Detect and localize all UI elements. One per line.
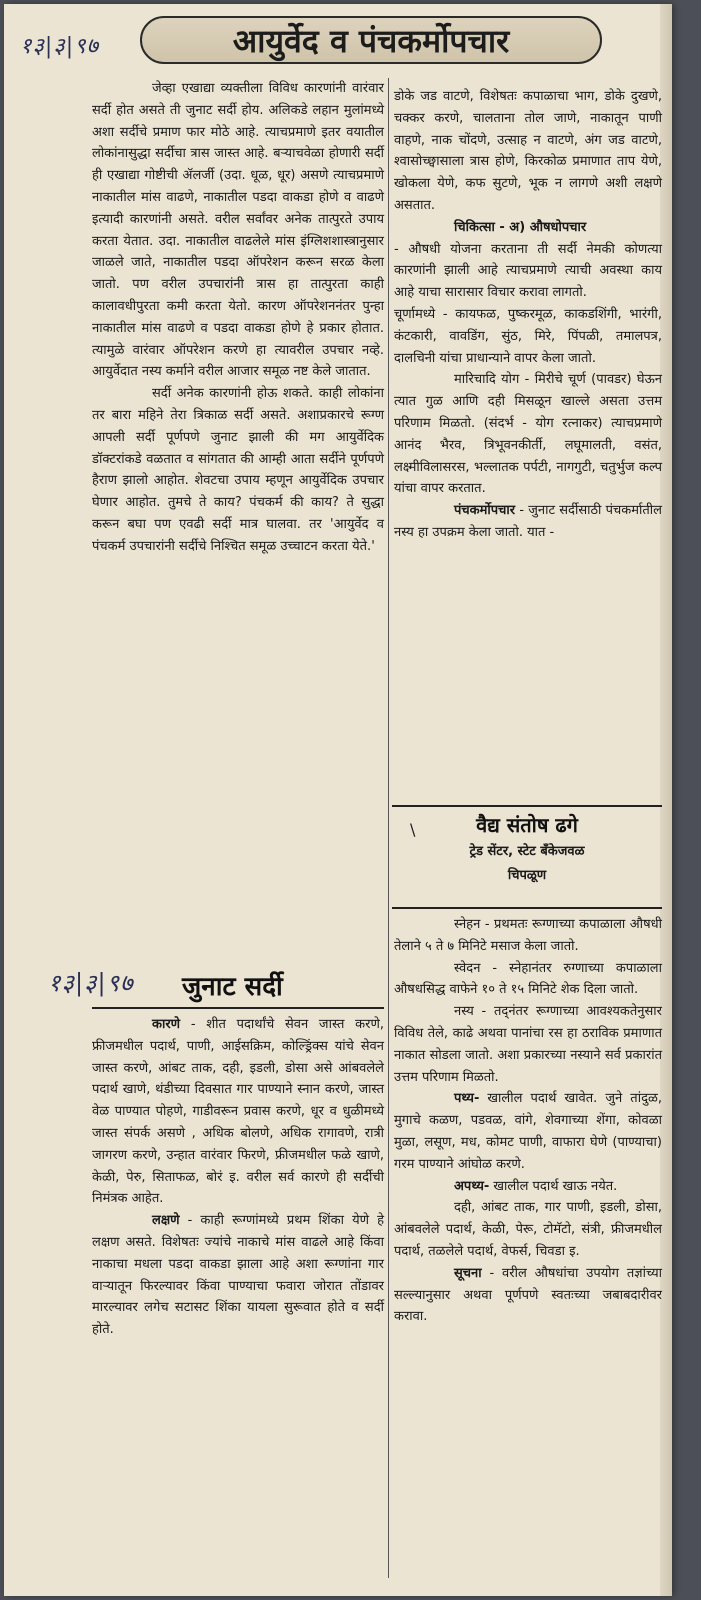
apathya-list: दही, आंबट ताक, गार पाणी, इडली, डोसा, आंबवलेले पदार्थ, केळी, पेरू, टोमॅटो, संत्री, फ्रीजमधील पदार्थ, तळलेले पदार्थ, वेफर्स, चिवडा इ.	[394, 1200, 662, 1259]
treatment-heading: चिकित्सा - अ) औषधोपचार	[454, 219, 587, 235]
apathya-paragraph	[394, 1176, 662, 1198]
section-title-rule	[92, 1007, 384, 1009]
handwritten-date-mid: १३|३|९७	[48, 969, 134, 997]
apathya-label: अपथ्य-	[454, 1178, 490, 1194]
note-paragraph	[394, 1263, 662, 1328]
intro-paragraph-2: सर्दी अनेक कारणांनी होऊ शकते. काही लोकांना तर बारा महिने तेरा त्रिकाळ सर्दी असते. अशाप्रकारचे रूग्ण आपली सर्दी पूर्णपणे जुनाट झाली की मग आयुर्वेदिक डॉक्टरांकडे वळतात व सांगतात की आम्ही आता सर्दीने पूर्णपणे हैराण झालो आहोत. शेवटचा उपाय म्हणून आयुर्वेदिक उपचार घेणार आहोत. तुमचे ते काय? पंचकर्म की काय? ते सुद्धा करून बघा पण एवढी सर्दी मात्र घालवा. तर 'आयुर्वेद व पंचकर्म उपचारांनी सर्दीचे निश्चित समूळ उच्चाटन करता येते.'	[92, 386, 384, 554]
panchakarma-paragraph	[394, 500, 662, 544]
author-name: वैद्य संतोष ढगे	[476, 813, 578, 837]
masthead-title: आयुर्वेद व पंचकर्मोपचार	[232, 21, 510, 60]
column-divider	[388, 78, 389, 1578]
snehan-paragraph: स्नेहन - प्रथमतः रूग्णाच्या कपाळाला औषधी तेलाने ५ ते ७ मिनिटे मसाज केला जातो.	[394, 917, 662, 954]
author-address: ट्रेड सेंटर, स्टेट बँकेजवळ	[469, 844, 585, 859]
treatment-column	[394, 86, 662, 544]
swedan-paragraph: स्वेदन - स्नेहानंतर रुग्णाच्या कपाळाला औषधसिद्ध वाफेने १० ते १५ मिनिटे शेक दिला जातो.	[394, 960, 662, 998]
causes-label: कारणे	[152, 1017, 181, 1032]
causes-text: - शीत पदार्थांचे सेवन जास्त करणे, फ्रीजमधील पदार्थ, पाणी, आईसक्रिम, कोल्ड्रिंक्स यांचे सेवन जास्त करणे, आंबट ताक, दही, इडली, डोसा असे आंबवलेले पदार्थ खाणे, थंडीच्या दिवसात गार पाण्याने स्नान करणे, जास्त वेळ पाण्यात पोहणे, गाडीवरून प्रवास करणे, धूर व धुळीमध्ये जास्त संपर्क असणे , अधिक बोलणे, अधिक रागावणे, रात्री जागरण करणे, उन्हात वारंवार फिरणे, फ्रीजमधील फळे खाणे, केळी, पेरु, सिताफळ, बोरं इ. वरील सर्व कारणे ही सर्दीची निमंत्रक आहेत.	[92, 1017, 384, 1207]
nasya-paragraph: नस्य - तद्नंतर रूग्णाच्या आवश्यकतेनुसार विविध तेले, काढे अथवा पानांचा रस हा ठराविक प्रमाणात नाकात सोडला जातो. अशा प्रकारच्या नस्याने सर्व प्रकारांत उत्तम परिणाम मिळतो.	[394, 1004, 662, 1085]
section-title: जुनाट सर्दी	[182, 972, 283, 1002]
symptoms-text: - काही रूग्णांमध्ये प्रथम शिंका येणे हे लक्षण असते. विशेषतः ज्यांचे नाकाचे मांस वाढले आहे किंवा नाकाचा मधला पडदा वाकडा झाला आहे अशा रूग्णांना गार वाऱ्यातून फिरल्यावर किंवा पाण्याचा फवारा जोरात तोंडावर मारल्यावर लगेच सटासट शिंका यायला सुरूवात होते व सर्दी होते.	[92, 1213, 384, 1338]
pathya-label: पथ्य-	[454, 1091, 480, 1107]
symptoms-paragraph	[92, 1210, 384, 1341]
causes-paragraph	[92, 1014, 384, 1210]
treatment-intro: - औषधी योजना करताना ती सर्दी नेमकी कोणत्या कारणांनी झाली आहे त्याचप्रमाणे त्याची अवस्था काय आहे याचा सारासार विचार करावा लागतो.	[394, 241, 662, 301]
symptoms-label: लक्षणे	[152, 1213, 180, 1229]
author-bottom-rule	[392, 907, 662, 909]
churna-paragraph: चूर्णामध्ये - कायफळ, पुष्करमूळ, काकडशिंगी, भारंगी, कंटकारी, वावडिंग, सुंठ, मिरे, पिंपळी, तमालपत्र, दालचिनी यांचा प्राधान्याने वापर केला जातो.	[394, 306, 662, 366]
panchakarma-text: - जुनाट सर्दीसाठी पंचकर्मातील नस्य हा उपक्रम केला जातो. यात -	[394, 503, 662, 540]
author-top-rule	[392, 805, 662, 807]
author-block	[392, 810, 662, 888]
masthead-banner	[140, 16, 602, 64]
note-text: - वरील औषधांचा उपयोग तज्ञांच्या सल्ल्यानुसार अथवा पूर्णपणे स्वतःच्या जबाबदारीवर करावा.	[394, 1265, 662, 1325]
intro-column	[92, 78, 384, 558]
causes-symptoms-column	[92, 1014, 384, 1341]
intro-paragraph-1: जेव्हा एखाद्या व्यक्तीला विविध कारणांनी वारंवार सर्दी होत असते ती जुनाट सर्दी होय. अलिकडे लहान मुलांमध्ये अशा सर्दीचे प्रमाण फार मोठे आहे. त्याचप्रमाणे इतर वयातील लोकांनासुद्धा सर्दीचा त्रास जास्त आहे. बऱ्याचवेळा होणारी सर्दी ही एखाद्या गोष्टीची ॲलर्जी (उदा. धूळ, धूर) असणे त्याचप्रमाणे नाकातील मांस वाढणे, नाकातील पडदा वाकडा होणे व वाढणे इत्यादी कारणांनी असते. वरील सर्वांवर अनेक तात्पुरते उपाय करता येतात. उदा. नाकातील वाढलेले मांस इंग्लिशशास्त्रानुसार जाळले जाते, नाकातील पडदा ऑपरेशन करून सरळ केला जातो. पण वरील उपचारांनी त्रास हा तात्पुरता काही कालावधीपुरता कमी करता येतो. कारण ऑपरेशननंतर पुन्हा नाकातील मांस वाढणे व पडदा वाकडा होणे हे प्रकार होतात. त्यामुळे वारंवार ऑपरेशन करणे हा त्यावरील उपचार नव्हे. आयुर्वेदात नस्य कर्माने वरील आजार समूळ नष्ट केले जातात.	[92, 81, 384, 380]
newspaper-clipping	[4, 4, 672, 1596]
pathya-text: खालील पदार्थ खावेत. जुने तांदुळ, मुगाचे कळण, पडवळ, वांगे, शेवगाच्या शेंगा, कोवळा मुळा, लसूण, मध, कोमट पाणी, वाफारा घेणे (पाण्याचा) गरम पाण्याने आंघोळ करणे.	[394, 1091, 662, 1172]
note-label: सूचना	[454, 1265, 482, 1281]
symptoms-continued: डोके जड वाटणे, विशेषतः कपाळाचा भाग, डोके दुखणे, चक्कर करणे, चालताना तोल जाणे, नाकातून पाणी वाहणे, नाक चोंदणे, उत्साह न वाटणे, अंग जड वाटणे, श्वासोच्छ्वासाला त्रास होणे, किरकोळ प्रमाणात ताप येणे, खोकला येणे, कफ सुटणे, भूक न लागणे अशी लक्षणे असतात.	[394, 89, 662, 213]
procedures-column	[394, 914, 662, 1328]
apathya-text: खालील पदार्थ खाऊ नयेत.	[489, 1178, 618, 1194]
tick-mark: \	[410, 820, 416, 839]
pathya-paragraph	[394, 1088, 662, 1175]
handwritten-date-top: १३|३|९७	[20, 34, 100, 59]
panchakarma-label: पंचकर्मोपचार	[454, 503, 516, 519]
marichadi-paragraph: मारिचादि योग - मिरीचे चूर्ण (पावडर) घेऊन त्यात गुळ आणि दही मिसळून खाल्ले असता उत्तम परिणाम मिळतो. (संदर्भ - योग रत्नाकर) त्याचप्रमाणे आनंद भैरव, त्रिभूवनकीर्ती, लघूमालती, वसंत, लक्ष्मीविलासरस, भल्लातक पर्पटी, नागगुटी, चतुर्भुज कल्प यांचा वापर करतात.	[394, 372, 662, 497]
author-city: चिपळूण	[507, 868, 547, 883]
